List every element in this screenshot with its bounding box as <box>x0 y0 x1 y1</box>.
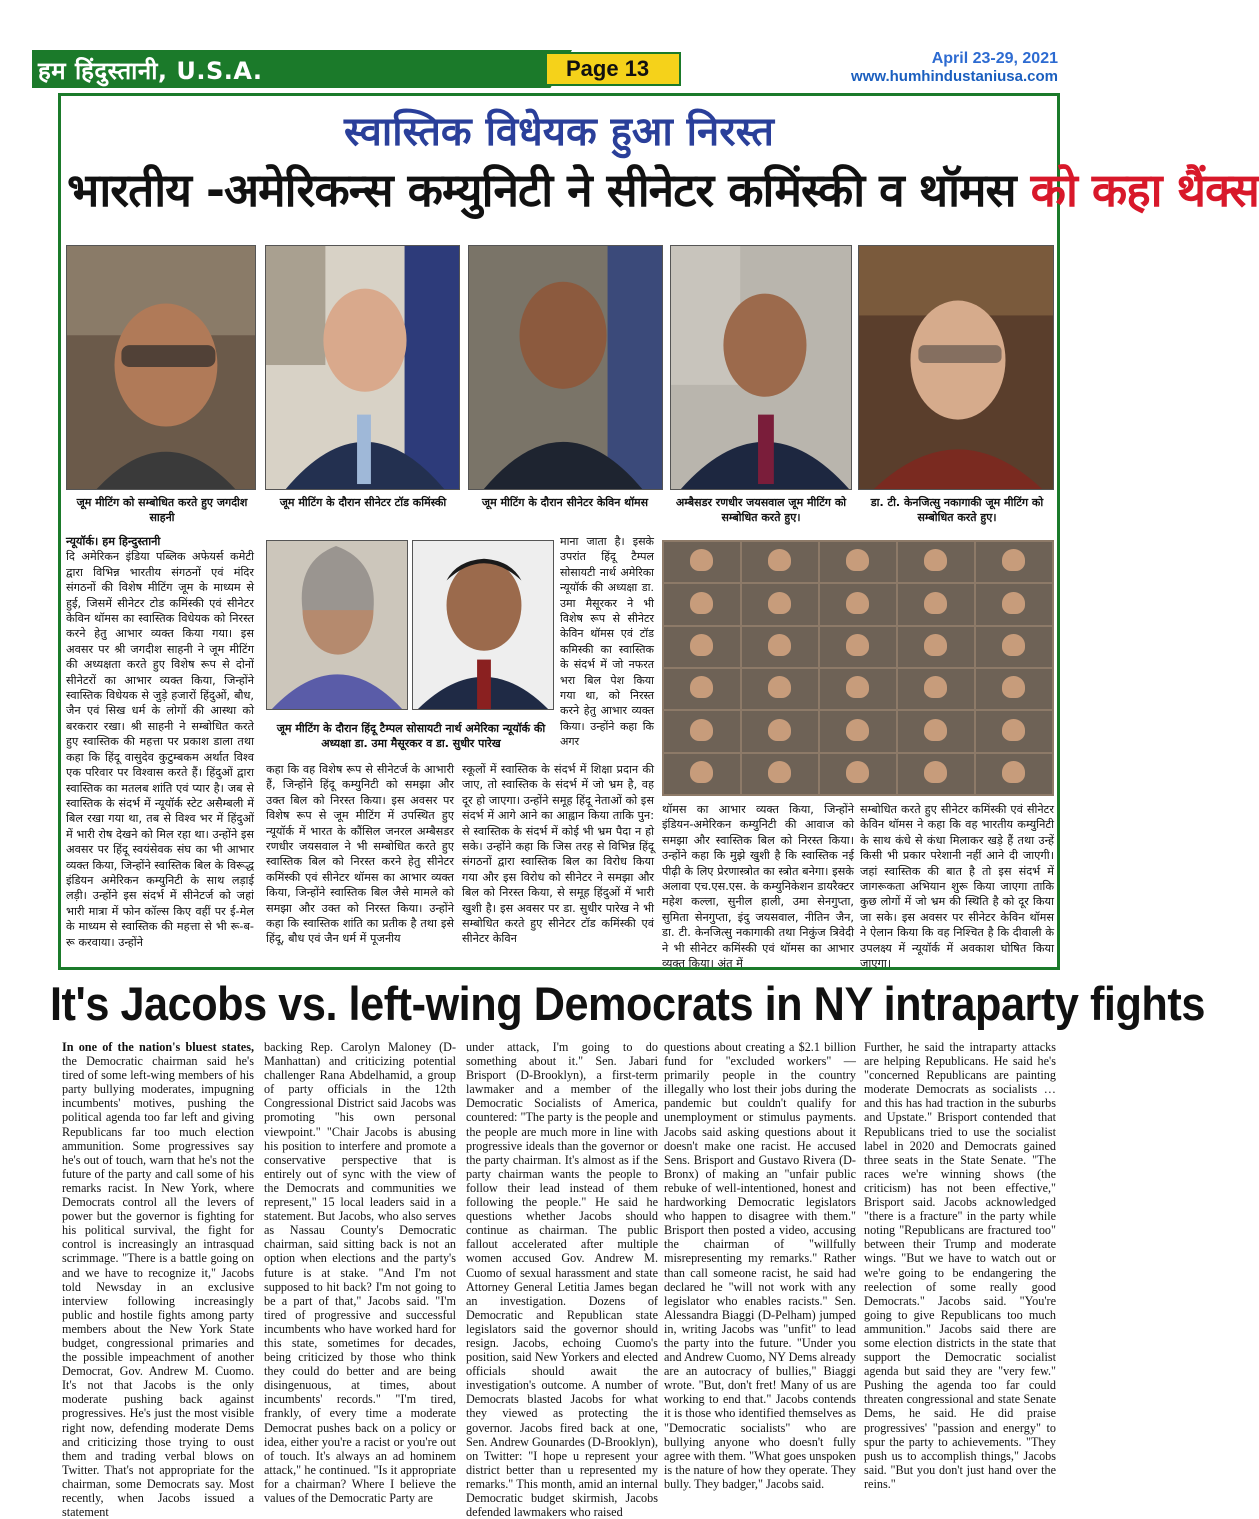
zoom-tile <box>898 669 974 709</box>
hindi-column-2 <box>266 762 454 962</box>
zoom-tile <box>742 627 818 667</box>
english-column-5-text: Further, he said the intraparty attacks are helping Republicans. He said he's "concerned Republicans are painting moderate Democrats as socialists … and this has had traction in the suburbs and Upstate." Brisport contended that Republicans tried to use the socialist label in 2020 and Democrats gained three seats in the State Senate. "The races we're winning shows (the criticism) has not been effective," Brisport said. Jacobs acknowledged "there is a fracture" in the party while noting "Republicans are fractured too" between their Trump and moderate wings. "But we have to watch out or we're going to be endangering the reelection of some really good Democrats." Jacobs said. "You're going to give Republicans too much ammunition." Jacobs said there are some election districts in the state that support the Democratic socialist agenda but said they are "very few." Pushing the agenda too far could threaten congressional and state Senate Dems, he said. He did praise progressives' "passion and energy" to spur the party to achievements. "They push us to accomplish things," Jacobs said. "But you don't just hand over the reins." <box>864 1040 1056 1491</box>
zoom-tile <box>976 754 1052 794</box>
photo-uma-mysorekar <box>266 540 408 710</box>
zoom-tile <box>664 754 740 794</box>
zoom-tile <box>820 669 896 709</box>
headline-main: भारतीय -अमेरिकन्स कम्युनिटी ने सीनेटर कमिंस्की व थॉमस <box>67 163 1016 217</box>
hindi-column-3-top <box>560 534 654 760</box>
lead-in: In one of the nation's bluest states, <box>62 1040 254 1054</box>
zoom-tile <box>742 584 818 624</box>
zoom-tile <box>976 542 1052 582</box>
zoom-tile <box>820 542 896 582</box>
zoom-tile <box>898 711 974 751</box>
column-4-text: थॉमस का आभार व्यक्त किया, जिन्होंने इंडियन-अमेरिकन कम्युनिटी की आवाज को समझा और स्वास्तिक बिल को निरस्त किया। उन्होंने कहा कि मुझे खुशी है कि स्वास्तिक नई पीढ़ी के लिए प्रेरणास्त्रोत का स्त्रोत बनेगा। इसके अलावा एच.एस.एस. के कम्युनिकेशन डायरैक्टर महेश कल्ला, सुनील हाली, उमा सेनगुप्ता, सुमिता सेनगुप्ता, इंदु जयसवाल, नीतिन जैन, डा. टी. केनजित्सु नकागाकी तथा निकुंज त्रिवेदी ने भी सीनेटर कमिंस्की एवं थॉमस का आभार व्यक्त किया। अंत में <box>662 803 854 971</box>
hindi-column-3 <box>462 762 654 962</box>
zoom-tile <box>976 669 1052 709</box>
photo-kevin-thomas <box>468 245 663 490</box>
zoom-tile <box>742 754 818 794</box>
english-column-1 <box>62 1040 254 1519</box>
zoom-tile <box>820 584 896 624</box>
english-column-4 <box>664 1040 856 1491</box>
zoom-tile <box>898 627 974 667</box>
zoom-tile <box>976 627 1052 667</box>
zoom-tile <box>898 754 974 794</box>
photo-jagdish-sahni <box>66 245 256 490</box>
zoom-tile <box>820 711 896 751</box>
paper-name: हम हिंदुस्तानी, U.S.A. <box>38 57 263 85</box>
hindi-headline <box>67 158 1259 220</box>
page-number: Page 13 <box>566 56 650 81</box>
zoom-tile <box>742 669 818 709</box>
column-3-text: स्कूलों में स्वास्तिक के संदर्भ में शिक्षा प्रदान की जाए, तो स्वास्तिक के संदर्भ में जो भ्रम है, वह दूर हो जाएगा। उन्होंने समूह हिंदू नेताओं को इस संदर्भ में आगे आने का आह्वान किया ताकि पुन: से स्वास्तिक के संदर्भ में कोई भी भ्रम पैदा न हो सके। उन्होंने कहा कि जिस तरह से विभिन्न हिंदू संगठनों द्वारा स्वास्तिक बिल का विरोध किया गया और इस विरोध को सीनेटर ने समझा और बिल को निरस्त किया, से समूह हिंदुओं में भारी खुशी है। इस अवसर पर डा. सुधीर पारेख ने भी सम्बोधित करते हुए सीनेटर टॉड कमिंस्की एवं सीनेटर केविन <box>462 763 654 946</box>
english-column-1-text: the Democratic chairman said he's tired of some left-wing members of his party bullying moderates, impugning incumbents' motives, pushing the political agenda too far left and giving Republicans far too much election ammunition. Some progressives say he's out of touch, warn that he's not the future of the party and call some of his remarks racist. In New York, where Democrats control all the levers of power but the governor is fighting for his political survival, the fight for control is increasingly an intrasquad scrimmage. "There is a battle going on and we have to recognize it," Jacobs told Newsday in an exclusive interview following increasingly public and hostile fights among party members about the New York State budget, congressional primaries and the possible impeachment of another Democrat, Gov. Andrew M. Cuomo. It's not that Jacobs is the only moderate pushing back against progressives. He's just the most visible right now, defending moderate Dems and criticizing those trying to oust them and trading verbal blows on Twitter. That's not appropriate for the chairman, some Democrats say. Most recently, when Jacobs issued a statement <box>62 1054 254 1519</box>
photo-kenjitsu-nakagaki <box>858 245 1054 490</box>
zoom-tile <box>664 669 740 709</box>
headline-highlight: को कहा थैंक्स <box>1030 163 1259 217</box>
zoom-tile <box>664 627 740 667</box>
caption-todd-kaminsky: जूम मीटिंग के दौरान सीनेटर टॉड कमिंस्की <box>279 496 447 509</box>
zoom-tile <box>742 542 818 582</box>
hindi-column-5 <box>860 802 1054 971</box>
english-column-4-text: questions about creating a $2.1 billion fund for "excluded workers" — primarily people in the country illegally who lost their jobs during the pandemic but couldn't qualify for unemployment or stimulus payments. Jacobs said asking questions about it doesn't make one racist. He accused Sens. Brisport and Gustavo Rivera (D-Bronx) of making an "unfair public rebuke of well-intentioned, honest and hardworking Democratic legislators who happen to disagree with them." Brisport then posted a video, accusing the chairman of "willfully misrepresenting my remarks." Rather than call someone racist, he said had declared he "will not work with any legislator who enables racists." Sen. Alessandra Biaggi (D-Pelham) jumped in, writing Jacobs was "unfit" to lead the party into the future. "Under you and Andrew Cuomo, NY Dems already are an autocracy of bullies," Biaggi wrote. "But, don't fret! Many of us are working to end that." Jacobs contends it is those who identified themselves as "Democratic socialists" who are bullying anyone who doesn't fully agree with them. "What goes unspoken is the nature of how they operate. They bully. They badger," Jacobs said. <box>664 1040 856 1491</box>
caption-jagdish-sahni: जूम मीटिंग को सम्बोधित करते हुए जगदीश साहनी <box>76 496 248 524</box>
caption-temple-society: जूम मीटिंग के दौरान हिंदू टैम्पल सोसायटी नार्थ अमेरिका न्यूयॉर्क की अध्यक्षा डा. उमा मैसूरकर व डा. सुधीर पारेख <box>276 722 546 750</box>
photo-randhir-jaiswal <box>670 245 852 490</box>
zoom-meeting-screenshot <box>662 540 1054 796</box>
english-column-2-text: backing Rep. Carolyn Maloney (D-Manhattan) and criticizing potential challenger Rana Abdelhamid, a group of party officials in the 12th Congressional District said Jacobs was promoting "his own personal viewpoint." "Chair Jacobs is abusing his position to interfere and promote a conservative perspective that is entirely out of sync with the view of the Democrats and communities we represent," 15 local leaders said in a statement. But Jacobs, who also serves as Nassau County's Democratic chairman, said sitting back is not an option when elections and the party's future is at stake. "And I'm not supposed to hit back? I'm not going to be a part of that," Jacobs said. "I'm tired of progressive and successful incumbents who have worked hard for this state, sometimes for decades, being criticized by those who think they could do better and are being disingenuous, at times, about incumbents' records." "I'm tired, frankly, of every time a moderate Democrat pushes back on a policy or idea, either you're a racist or you're out of touch. It's always an ad hominem attack," he continued. "Is it appropriate for a chairman? Where I believe the values of the Democratic Party are <box>264 1040 456 1505</box>
column-3-top-text: माना जाता है। इसके उपरांत हिंदू टैम्पल सोसायटी नार्थ अमेरिका न्यूयॉर्क की अध्यक्षा डा. उमा मैसूरकर ने भी विशेष रूप से सीनेटर केविन थॉमस एवं टॉड कमिस्की का स्वास्तिक के संदर्भ में जो नफरत भरा बिल पेश किया गया था, को निरस्त करने हेतु आभार व्यक्त किया। उन्होंने कहा कि अगर <box>560 535 654 749</box>
column-2-text: कहा कि वह विशेष रूप से सीनेटर्ज के आभारी हैं, जिन्होंने हिंदू कम्युनिटी को समझा और उक्त बिल को निरस्त किया। इस अवसर पर विशेष रूप से जूम मीटिंग में उपस्थित हुए न्यूयॉर्क में भारत के कौंसिल जनरल अम्बैसडर रणधीर जयसवाल ने भी सम्बोधित करते हुए स्वास्तिक बिल को निरस्त करने हेतु सीनेटर कमिंस्की एवं सीनेटर थॉमस का आभार व्यक्त किया, जिन्होंने स्वास्तिक बिल जैसे मामले को समझा और उक्त को निरस्त किया। उन्होंने कहा कि स्वास्तिक शांति का प्रतीक है तथा इसे हिंदू, बौध एवं जैन धर्म में पूजनीय <box>266 763 454 946</box>
zoom-tile <box>820 627 896 667</box>
photo-sudhir-parekh <box>412 540 554 710</box>
zoom-tile <box>976 584 1052 624</box>
caption-kevin-thomas: जूम मीटिंग के दौरान सीनेटर केविन थॉमस <box>481 496 649 509</box>
website-link[interactable]: www.humhindustaniusa.com <box>851 68 1058 85</box>
story-kicker: स्वास्तिक विधेयक हुआ निरस्त <box>344 109 774 155</box>
zoom-tile <box>898 542 974 582</box>
zoom-tile <box>664 711 740 751</box>
english-column-3 <box>466 1040 658 1519</box>
caption-kenjitsu-nakagaki: डा. टी. केनजित्सु नकागाकी जूम मीटिंग को सम्बोधित करते हुए। <box>870 496 1044 524</box>
english-column-3-text: under attack, I'm going to do something about it." Sen. Jabari Brisport (D-Brooklyn), a first-term lawmaker and a member of the Democratic Socialists of America, countered: "The party is the people and the people are much more in line with progressive ideals than the governor or the party chairman. It's almost as if the party chairman wants the people to follow their lead instead of them following the people." He said he questions whether Jacobs should continue as chairman. The public fallout accelerated after multiple women accused Gov. Andrew M. Cuomo of sexual harassment and state Attorney General Letitia James began an investigation. Dozens of Democratic and Republican state legislators said the governor should resign. Jacobs, echoing Cuomo's position, said New Yorkers and elected officials should await the investigation's outcome. A number of Democrats blasted Jacobs for what they viewed as protecting the governor. Jacobs fired back at one, Sen. Andrew Gounardes (D-Brooklyn), on Twitter: "I hope u represent your district better than u represented my remarks." This month, amid an internal Democratic budget skirmish, Jacobs defended lawmakers who raised <box>466 1040 658 1519</box>
column-1-text: दि अमेरिकन इंडिया पब्लिक अफेयर्स कमेटी द्वारा विभिन्न भारतीय संगठनों एवं मंदिर संगठनों की विशेष मीटिंग जूम के माध्यम से हुई, जिसमें सीनेटर टोड कमिंस्की एवं सीनेटर केविन थॉमस का स्वास्तिक विधेयक को निरस्त करने हेतु आभार व्यक्त किया गया। इस अवसर पर श्री जगदीश साहनी ने जूम मीटिंग की अध्यक्षता करते हुए विशेष रूप से दोनों सीनेटरों का आभार व्यक्त किया, जिन्होंने स्वास्तिक विधेयक से जुड़े हजारों हिंदुओं, बौध, जैन एवं सिख धर्म के लोगों की आस्था को बरकरार रखा। श्री साहनी ने सम्बोधित करते हुए स्वास्तिक की महत्ता पर प्रकाश डाला तथा कहा कि हिंदू वासुदेव कुटुम्बकम अर्थात विश्व एक परिवार पर विश्वास करते हैं। हिंदुओं द्वारा स्वास्तिक का मतलब शांति एवं प्यार है। जब से स्वास्तिक के संदर्भ में न्यूयॉर्क स्टेट असैम्बली में बिल रखा गया था, तब से विश्व भर में हिंदुओं में भारी रोष देखने को मिल रहा था। उन्होंने इस अवसर पर हिंदू स्वयंसेवक संघ का भी आभार व्यक्त किया, जिन्होंने स्वास्तिक बिल के विरूद्ध इंडियन अमेरिकन कम्युनिटी के साथ लड़ाई लड़ी। उन्होंने इस संदर्भ में सीनेटर्ज को जहां भारी मात्रा में फोन कॉल्स किए वहीं पर ई-मेल के माध्यम से स्वास्तिक की महत्ता से भी रू-ब-रू करवाया। उन्होंने <box>66 550 254 949</box>
byline: न्यूयॉर्क। हम हिन्दुस्तानी <box>66 535 161 548</box>
zoom-tile <box>664 542 740 582</box>
hindi-column-4 <box>662 802 854 971</box>
zoom-tile <box>742 711 818 751</box>
english-column-2 <box>264 1040 456 1505</box>
hindi-column-1 <box>66 534 254 964</box>
english-headline: It's Jacobs vs. left-wing Democrats in NY intraparty fights <box>50 977 1205 1030</box>
photo-todd-kaminsky <box>265 245 460 490</box>
column-5-text: सम्बोधित करते हुए सीनेटर कमिंस्की एवं सीनेटर केविन थॉमस ने कहा कि वह भारतीय कम्युनिटी के साथ कंधे से कंधा मिलाकर खड़े हैं तथा उन्हें किसी भी प्रकार परेशानी नहीं आने दी जाएगी। जहां स्वास्तिक की बात है तो इस संदर्भ में जागरूकता अभियान शुरू किया जाएगा ताकि कुछ लोगों में जो भ्रम की स्थिति है को दूर किया जा सके। इस अवसर पर सीनेटर केविन थॉमस ने ऐलान किया कि वह निश्चित है कि दीवाली के उपलक्ष्य में न्यूयॉर्क में अवकाश घोषित किया जाएगा। <box>860 803 1054 971</box>
issue-date: April 23-29, 2021 <box>931 50 1058 67</box>
zoom-tile <box>976 711 1052 751</box>
caption-randhir-jaiswal: अम्बैसडर रणधीर जयसवाल जूम मीटिंग को सम्बोधित करते हुए। <box>675 496 847 524</box>
english-column-5 <box>864 1040 1056 1491</box>
zoom-tile <box>898 584 974 624</box>
zoom-tile <box>664 584 740 624</box>
zoom-tile <box>820 754 896 794</box>
